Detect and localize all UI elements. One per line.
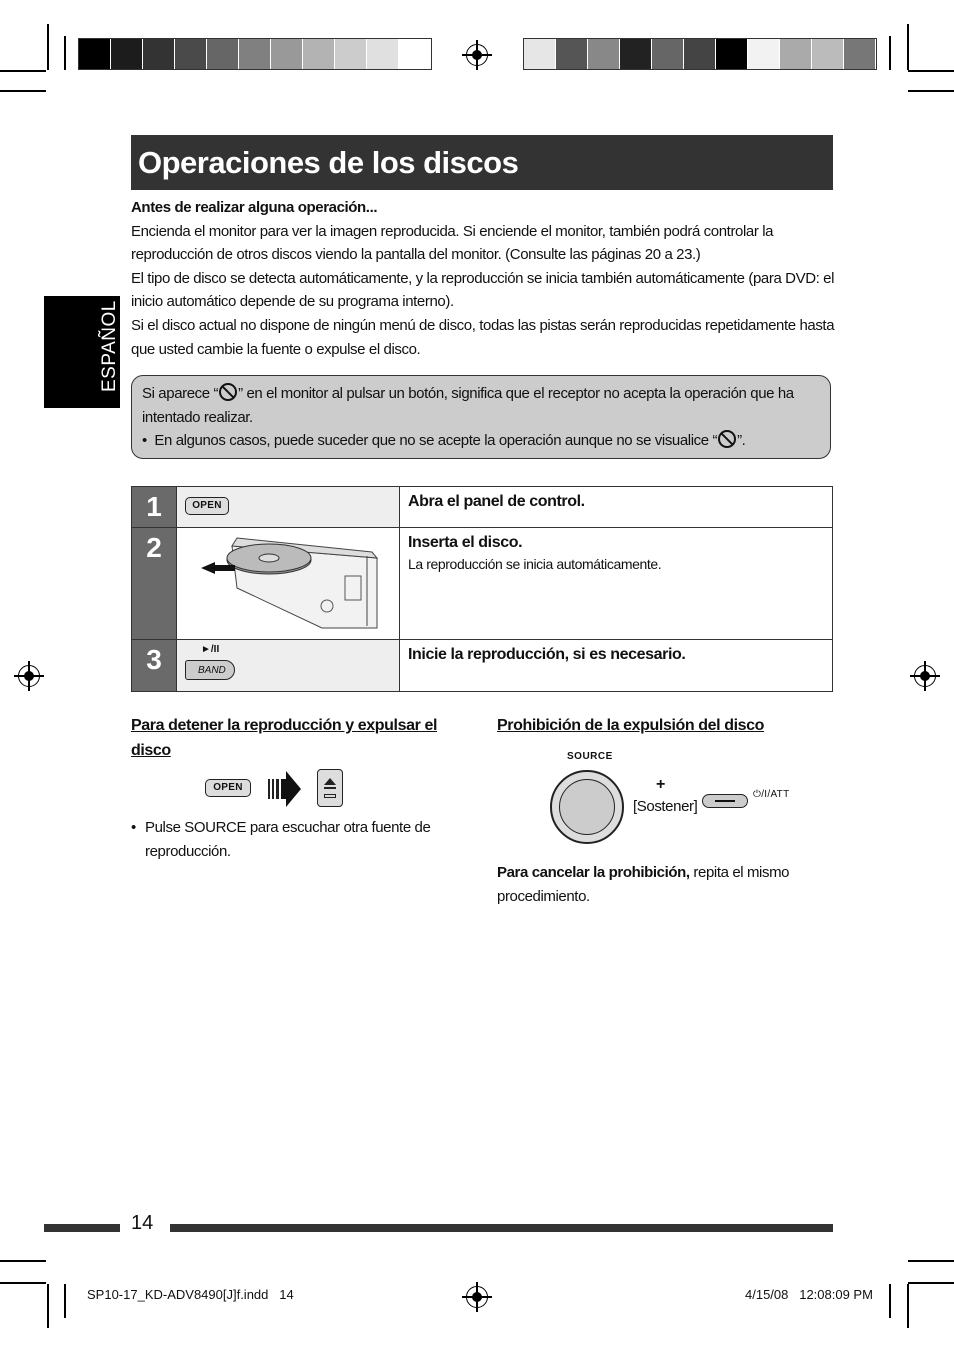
play-pause-label: ►/II xyxy=(201,644,220,655)
bottom-rule-left xyxy=(44,1224,120,1232)
crop-mark xyxy=(47,1284,49,1328)
page-title: Operaciones de los discos xyxy=(138,145,519,180)
crop-mark xyxy=(64,36,66,70)
note-box xyxy=(131,375,831,459)
step-row xyxy=(132,640,833,692)
prohibited-icon xyxy=(718,430,736,448)
page-title-bar xyxy=(131,135,833,190)
step-illustration xyxy=(177,487,400,528)
intro-section xyxy=(131,196,836,361)
crop-mark xyxy=(889,36,891,70)
intro-paragraph: Encienda el monitor para ver la imagen reproducida. Si enciende el monitor, también podrá controlar la reproducción de otros discos viendo la pantalla del monitor. (Consulte las páginas 20 a 23.) xyxy=(131,222,774,264)
crop-mark xyxy=(908,1282,954,1284)
step-row xyxy=(132,528,833,640)
crop-mark xyxy=(0,90,46,92)
plus-sign: + xyxy=(656,776,666,793)
crop-mark xyxy=(0,1282,46,1284)
crop-mark xyxy=(908,1260,954,1262)
open-button-icon: OPEN xyxy=(185,497,229,515)
page-number: 14 xyxy=(131,1212,154,1234)
crop-mark xyxy=(64,1284,66,1318)
crop-mark xyxy=(907,1284,909,1328)
prohibited-icon xyxy=(219,383,237,401)
step-row xyxy=(132,487,833,528)
crop-mark xyxy=(0,1260,46,1262)
language-label: ESPAÑOL xyxy=(99,300,120,392)
step-text xyxy=(400,640,833,692)
eject-button-icon xyxy=(317,769,343,807)
crop-mark xyxy=(0,70,46,72)
step-subtitle: La reproducción se inicia automáticamente. xyxy=(408,556,662,572)
intro-lead: Antes de realizar alguna operación... xyxy=(131,199,378,216)
step-number: 1 xyxy=(132,487,177,528)
source-label: SOURCE xyxy=(567,751,613,762)
step-number: 2 xyxy=(132,528,177,640)
note-bullet: • En algunos casos, puede suceder que no se acepte la operación aunque no se visualice “ ”. xyxy=(142,432,746,450)
registration-mark-icon xyxy=(914,665,936,687)
footer-file: SP10-17_KD-ADV8490[J]f.indd 14 xyxy=(87,1287,294,1302)
disc-insert-illustration xyxy=(177,528,399,634)
step-illustration xyxy=(177,640,400,692)
steps-table xyxy=(131,486,833,692)
eject-heading: Para detener la reproducción y expulsar el disco xyxy=(131,717,437,759)
source-knob-icon xyxy=(550,770,624,844)
step-number: 3 xyxy=(132,640,177,692)
step-title: Abra el panel de control. xyxy=(408,493,585,510)
note-text: Si aparece “ ” en el monitor al pulsar un botón, significa que el receptor no acepta la operación que ha intentado realizar. xyxy=(142,385,794,426)
att-button-icon xyxy=(702,794,748,808)
intro-paragraph: Si el disco actual no dispone de ningún menú de disco, todas las pistas serán reproducidas repetidamente hasta que usted cambie la fuente o expulse el disco. xyxy=(131,316,835,358)
footer-date: 4/15/08 12:08:09 PM xyxy=(745,1287,873,1302)
crop-mark xyxy=(908,90,954,92)
step-title: Inserta el disco. xyxy=(408,534,523,551)
registration-mark-icon xyxy=(466,44,488,66)
step-text xyxy=(400,487,833,528)
eject-bullet: • Pulse SOURCE para escuchar otra fuente de reproducción. xyxy=(131,819,431,860)
crop-mark xyxy=(47,24,49,70)
registration-mark-icon xyxy=(466,1286,488,1308)
arrow-right-icon xyxy=(268,770,302,808)
intro-paragraph: El tipo de disco se detecta automáticamente, y la reproducción se inicia también automáticamente (para DVD: el inicio automático depende de su programa interno). xyxy=(131,269,835,311)
hold-label: [Sostener] xyxy=(633,798,698,815)
step-title: Inicie la reproducción, si es necesario. xyxy=(408,646,686,663)
crop-mark xyxy=(889,1284,891,1318)
language-tab xyxy=(44,296,120,408)
band-button-icon: BAND xyxy=(185,660,235,680)
step-text xyxy=(400,528,833,640)
step-illustration xyxy=(177,528,400,640)
open-button-icon: OPEN xyxy=(205,779,251,797)
prohibit-heading: Prohibición de la expulsión del disco xyxy=(497,717,765,734)
color-bar-right xyxy=(523,38,877,70)
bottom-rule-right xyxy=(170,1224,833,1232)
att-label: ⏻/I/ATT xyxy=(753,789,790,800)
crop-mark xyxy=(907,24,909,70)
registration-mark-icon xyxy=(18,665,40,687)
cancel-text: Para cancelar la prohibición, repita el mismo procedimiento. xyxy=(497,864,790,905)
color-bar-left xyxy=(78,38,432,70)
crop-mark xyxy=(908,70,954,72)
